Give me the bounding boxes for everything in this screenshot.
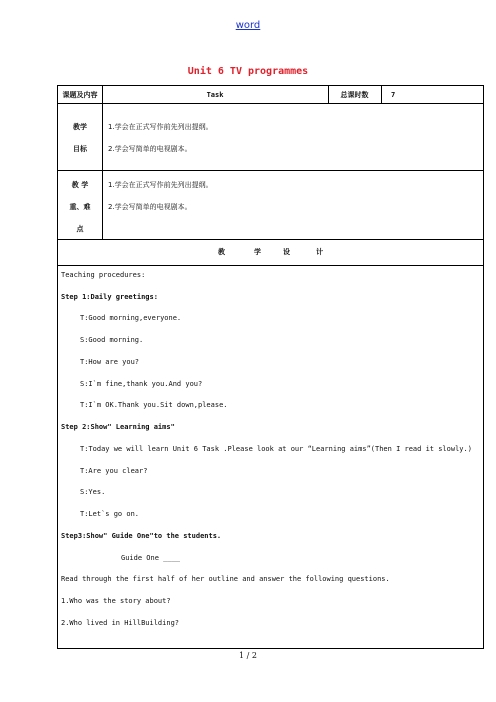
step3-title: Step3:Show" Guide One"to the students. bbox=[61, 532, 222, 540]
header-word-link[interactable]: word bbox=[235, 20, 261, 31]
step2-title: Step 2:Show" Learning aims" bbox=[61, 423, 175, 431]
step1-title: Step 1:Daily greetings: bbox=[61, 293, 158, 301]
goal-item: 2.学会写简单的电视剧本。 bbox=[108, 145, 192, 153]
design-header-char: 设 bbox=[283, 248, 290, 256]
document-title: Unit 6 TV programmes bbox=[187, 66, 309, 77]
design-header-char: 学 bbox=[254, 248, 261, 256]
keypoint-item: 1.学会在正式写作前先列出提纲。 bbox=[108, 181, 213, 189]
keypoints-label-line3: 点 bbox=[76, 225, 84, 233]
row-divider bbox=[58, 103, 483, 104]
hours-label: 总课时数 bbox=[340, 91, 369, 99]
question-item: 2.Who lived in HillBuilding? bbox=[61, 619, 180, 627]
row-divider bbox=[58, 265, 483, 266]
procedures-intro: Teaching procedures: bbox=[61, 271, 146, 279]
dialogue-line: S:Good morning. bbox=[80, 336, 144, 344]
dialogue-line: T:How are you? bbox=[80, 358, 140, 366]
question-item: 1.Who was the story about? bbox=[61, 597, 171, 605]
dialogue-line: T:I`m OK.Thank you.Sit down,please. bbox=[80, 401, 228, 409]
dialogue-line: S:Yes. bbox=[80, 488, 106, 496]
dialogue-line: T:Today we will learn Unit 6 Task .Please look at our “Learning aims”(Then I read it slowly.) bbox=[80, 445, 472, 453]
keypoints-label-line1: 教 学 bbox=[71, 181, 89, 189]
column-divider bbox=[381, 86, 382, 103]
topic-value: Task bbox=[206, 91, 224, 99]
topic-label: 课题及内容 bbox=[62, 91, 98, 99]
dialogue-line: T:Are you clear? bbox=[80, 467, 148, 475]
dialogue-line: S:I`m fine,thank you.And you? bbox=[80, 380, 203, 388]
lesson-plan-table bbox=[57, 85, 484, 649]
design-header-char: 计 bbox=[316, 248, 323, 256]
dialogue-line: T:Let`s go on. bbox=[80, 510, 140, 518]
row-divider bbox=[58, 239, 483, 240]
goals-label-line2: 目标 bbox=[73, 145, 87, 153]
goals-label-line1: 教学 bbox=[73, 123, 87, 131]
goal-item: 1.学会在正式写作前先列出提纲。 bbox=[108, 123, 213, 131]
guide-one-label: Guide One ____ bbox=[121, 554, 181, 562]
hours-value: 7 bbox=[391, 91, 396, 99]
keypoint-item: 2.学会写简单的电视剧本。 bbox=[108, 203, 192, 211]
dialogue-line: T:Good morning,everyone. bbox=[80, 314, 182, 322]
keypoints-label-line2: 重、难 bbox=[69, 203, 91, 211]
page-number: 1 / 2 bbox=[239, 651, 257, 660]
column-divider bbox=[102, 86, 103, 239]
reading-instruction: Read through the first half of her outline and answer the following questions. bbox=[61, 575, 390, 583]
design-header-char: 教 bbox=[218, 248, 225, 256]
row-divider bbox=[58, 170, 483, 171]
